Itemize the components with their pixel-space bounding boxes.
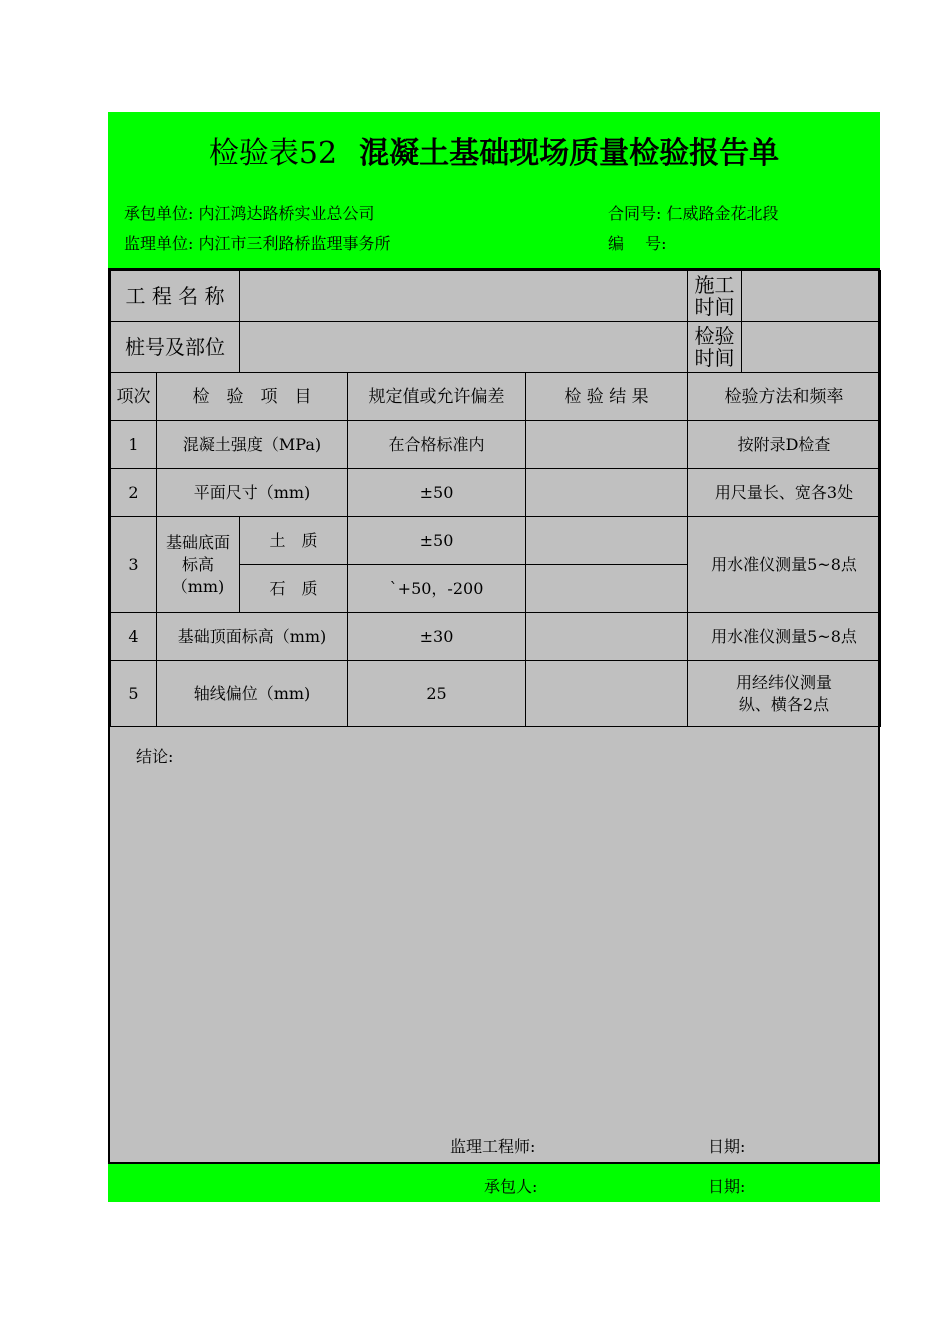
construction-time-label: 施工时间 [688,271,742,322]
row-subitem-rock: 石 质 [240,565,348,613]
construction-time-value[interactable] [742,271,881,322]
inspection-time-label: 检验时间 [688,322,742,373]
contractor-sign-label: 承包人: [484,1177,538,1196]
row-method: 用水准仪测量5~8点 [688,613,881,661]
inspection-report-sheet [108,112,880,1196]
table-row [111,661,881,727]
row-item: 基础底面标高（mm) [157,517,240,613]
contract-no-label: 合同号: [608,204,662,223]
table-row [111,421,881,469]
form-title: 混凝土基础现场质量检验报告单 [359,136,780,171]
form-code: 检验表52 [208,136,338,171]
row-spec-soil: ±50 [348,517,526,565]
row-subitem-soil: 土 质 [240,517,348,565]
inspection-table [110,270,881,727]
row-item: 基础顶面标高（mm) [157,613,348,661]
row-method-line2: 纵、横各2点 [738,694,830,714]
station-label: 桩号及部位 [111,322,240,373]
engineer-sign-label: 监理工程师: [450,1137,536,1156]
number-line [608,234,666,254]
row-spec: ±30 [348,613,526,661]
col-item-header: 检 验 项 目 [157,373,348,421]
row-method-line1: 用经纬仪测量 [736,672,833,692]
table-row [111,469,881,517]
row-spec: ±50 [348,469,526,517]
row-result[interactable] [526,469,688,517]
report-footer [108,1164,880,1202]
report-header [108,112,880,268]
row-seq: 3 [111,517,157,613]
inspection-time-value[interactable] [742,322,881,373]
contract-no-line [608,204,779,224]
inspection-table-area [108,268,880,1164]
row-method: 用尺量长、宽各3处 [688,469,881,517]
row-item: 混凝土强度（MPa) [157,421,348,469]
col-result-header: 检 验 结 果 [526,373,688,421]
conclusion-area[interactable] [110,726,880,1162]
row-method: 用水准仪测量5~8点 [688,517,881,613]
supervisor-value: 内江市三利路桥监理事务所 [198,234,391,253]
row-spec: 25 [348,661,526,727]
row-seq: 5 [111,661,157,727]
table-row [111,517,881,565]
row-spec: 在合格标准内 [348,421,526,469]
contract-no-value: 仁威路金花北段 [666,204,779,223]
number-label: 编 号: [608,234,667,253]
project-name-label: 工 程 名 称 [111,271,240,322]
engineer-date-label: 日期: [708,1137,746,1156]
table-row [111,613,881,661]
station-value[interactable] [240,322,688,373]
row-result[interactable] [526,661,688,727]
supervisor-label: 监理单位: [124,234,194,253]
row-result[interactable] [526,421,688,469]
contractor-label: 承包单位: [124,204,194,223]
row-item: 轴线偏位（mm) [157,661,348,727]
project-name-value[interactable] [240,271,688,322]
conclusion-label: 结论: [136,747,174,766]
col-method-header: 检验方法和频率 [688,373,881,421]
row-seq: 4 [111,613,157,661]
col-seq-header: 项次 [111,373,157,421]
row-result-soil[interactable] [526,517,688,565]
row-seq: 1 [111,421,157,469]
row-spec-rock: `+50，-200 [348,565,526,613]
row-method [688,661,881,727]
supervisor-line [124,234,391,254]
row-item: 平面尺寸（mm) [157,469,348,517]
row-seq: 2 [111,469,157,517]
row-result[interactable] [526,613,688,661]
row-result-rock[interactable] [526,565,688,613]
contractor-value: 内江鸿达路桥实业总公司 [198,204,375,223]
row-method: 按附录D检查 [688,421,881,469]
contractor-line [124,204,375,224]
col-spec-header: 规定值或允许偏差 [348,373,526,421]
report-title [108,134,880,174]
contractor-date-label: 日期: [708,1177,746,1196]
